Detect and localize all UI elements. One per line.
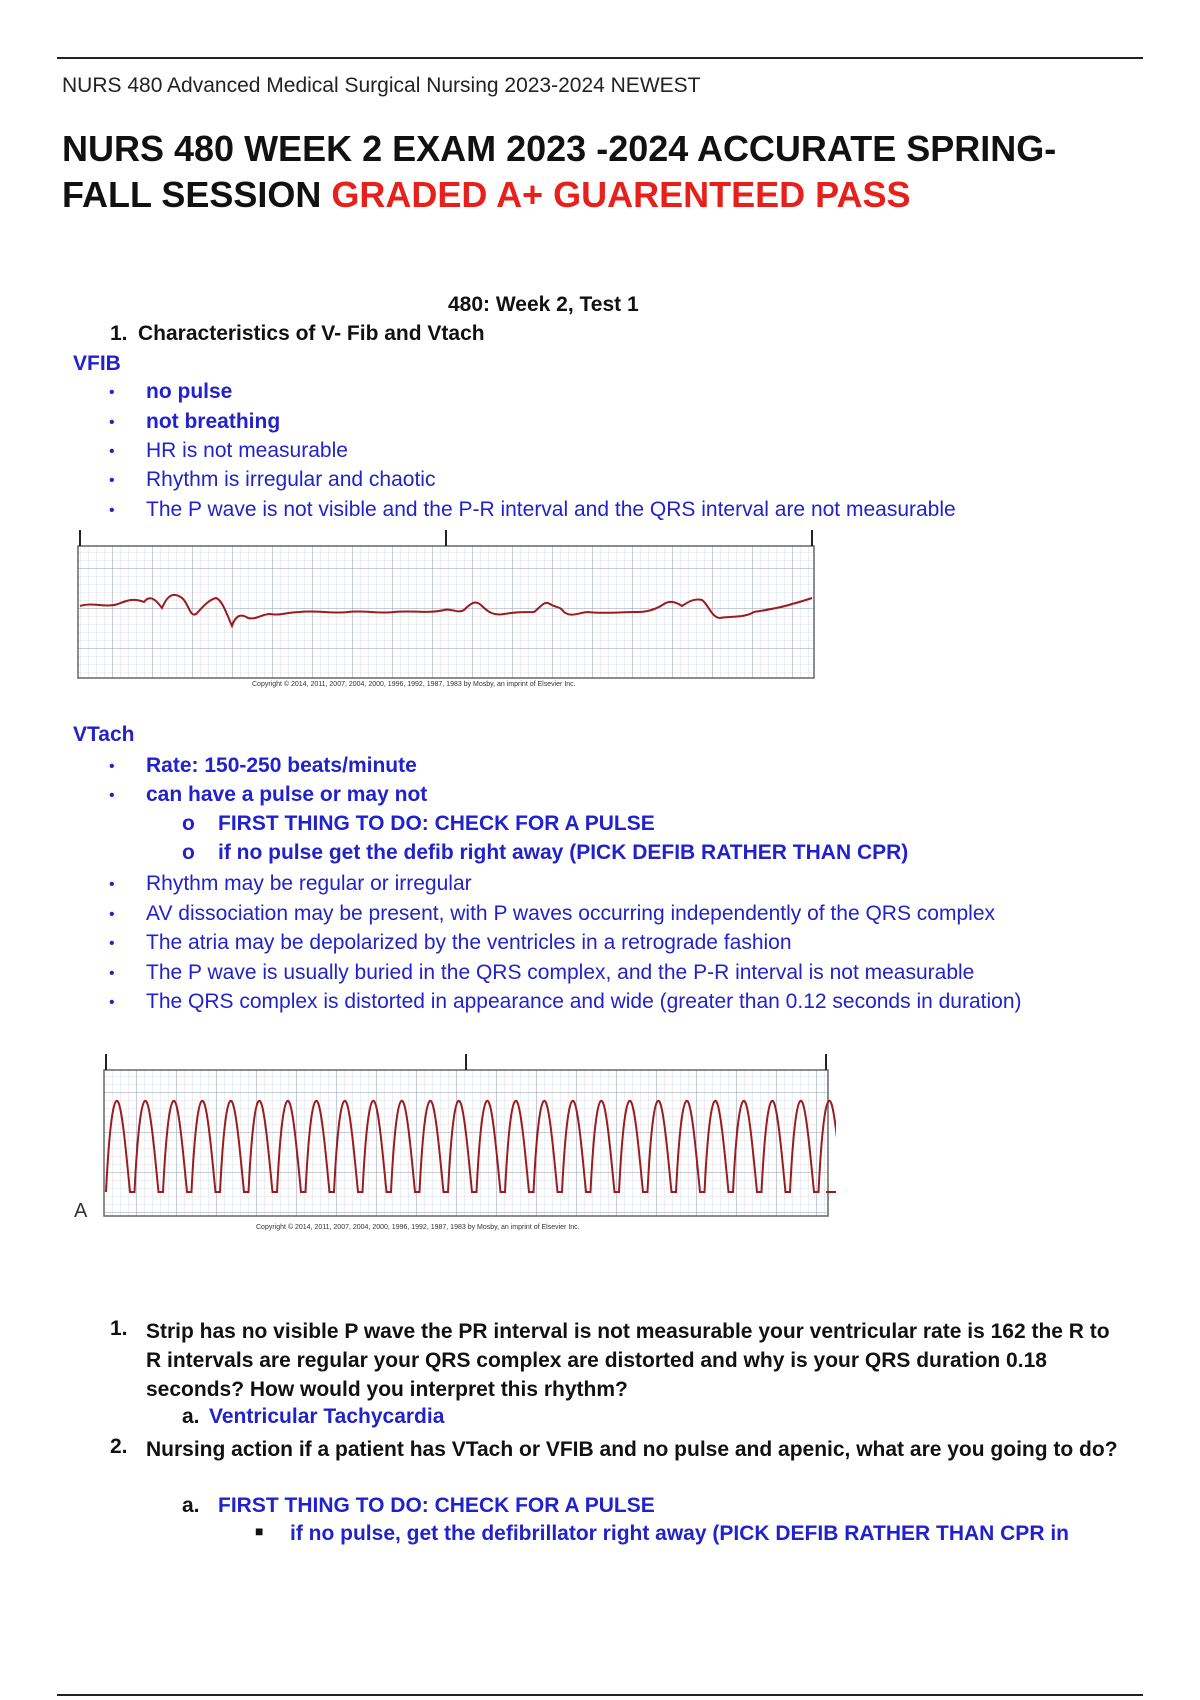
bullet-icon: • — [109, 502, 115, 519]
question-2-number: 2. — [110, 1435, 128, 1458]
vtach-sub-bullet-2: if no pulse get the defib right away (PICK DEFIB RATHER THAN CPR) — [218, 841, 909, 864]
vfib-bullet-3: HR is not measurable — [146, 439, 348, 462]
bullet-icon: • — [109, 906, 115, 923]
question-1-number: 1. — [110, 1317, 128, 1340]
bullet-icon: • — [109, 758, 115, 775]
title-main: NURS 480 WEEK 2 EXAM 2023 -2024 ACCURATE SPRING-FALL SESSION — [62, 128, 1057, 215]
answer-2-marker: a. — [182, 1494, 200, 1517]
bullet-icon: • — [109, 384, 115, 401]
vtach-bullet-7: The QRS complex is distorted in appearance and wide (greater than 0.12 seconds in duration) — [146, 990, 1022, 1013]
bullet-icon: • — [109, 443, 115, 460]
square-bullet-icon: ■ — [255, 1523, 264, 1539]
vtach-bullet-3: Rhythm may be regular or irregular — [146, 872, 472, 895]
q1-number: 1. — [110, 322, 128, 345]
vtach-heading: VTach — [73, 723, 135, 746]
vfib-bullet-4: Rhythm is irregular and chaotic — [146, 468, 436, 491]
vtach-strip-copyright: Copyright © 2014, 2011, 2007, 2004, 2000, 1996, 1992, 1987, 1983 by Mosby, an imprint of Elsevier Inc. — [256, 1224, 580, 1231]
vtach-bullet-5: The atria may be depolarized by the ventricles in a retrograde fashion — [146, 931, 792, 954]
vfib-strip-copyright: Copyright © 2014, 2011, 2007, 2004, 2000, 1996, 1992, 1987, 1983 by Mosby, an imprint of Elsevier Inc. — [252, 681, 576, 688]
test-heading: 480: Week 2, Test 1 — [448, 293, 639, 316]
running-header: NURS 480 Advanced Medical Surgical Nursing 2023-2024 NEWEST — [62, 74, 701, 97]
bullet-icon: • — [109, 935, 115, 952]
bottom-rule — [57, 1694, 1143, 1696]
bullet-icon: • — [109, 472, 115, 489]
title-highlight: GRADED A+ GUARENTEED PASS — [331, 174, 911, 215]
top-rule — [57, 57, 1143, 59]
question-2-text: Nursing action if a patient has VTach or VFIB and no pulse and apenic, what are you going to do? — [146, 1438, 1118, 1461]
bullet-icon: • — [109, 787, 115, 804]
q1-text: Characteristics of V- Fib and Vtach — [138, 322, 485, 345]
sub-bullet-marker: o — [182, 841, 195, 864]
bullet-icon: • — [109, 414, 115, 431]
vtach-bullet-1: Rate: 150-250 beats/minute — [146, 754, 417, 777]
answer-2: FIRST THING TO DO: CHECK FOR A PULSE — [218, 1494, 655, 1517]
answer-1-marker: a. — [182, 1405, 200, 1428]
vtach-sub-bullet-1: FIRST THING TO DO: CHECK FOR A PULSE — [218, 812, 655, 835]
vfib-bullet-2: not breathing — [146, 410, 281, 433]
strip-label: A — [74, 1200, 88, 1222]
vtach-bullet-6: The P wave is usually buried in the QRS complex, and the P-R interval is not measurable — [146, 961, 975, 984]
sub-bullet-marker: o — [182, 812, 195, 835]
question-1-text: Strip has no visible P wave the PR interval is not measurable your ventricular rate is 162 the R to R intervals are regular your QRS complex are distorted and why is your QRS duration 0.18 seconds? How would you interpret this rhythm? — [146, 1320, 1110, 1401]
vtach-bullet-2: can have a pulse or may not — [146, 783, 428, 806]
vtach-ecg-strip — [96, 1052, 836, 1222]
answer-2-sub: if no pulse, get the defibrillator right away (PICK DEFIB RATHER THAN CPR in — [290, 1522, 1069, 1545]
bullet-icon: • — [109, 994, 115, 1011]
answer-1: Ventricular Tachycardia — [209, 1405, 445, 1428]
vfib-heading: VFIB — [73, 352, 121, 375]
vfib-bullet-5: The P wave is not visible and the P-R interval and the QRS interval are not measurable — [146, 498, 956, 521]
vfib-ecg-strip — [72, 528, 822, 688]
bullet-icon: • — [109, 876, 115, 893]
document-title — [62, 126, 1142, 218]
vfib-bullet-1: no pulse — [146, 380, 233, 403]
bullet-icon: • — [109, 965, 115, 982]
vtach-bullet-4: AV dissociation may be present, with P waves occurring independently of the QRS complex — [146, 902, 995, 925]
